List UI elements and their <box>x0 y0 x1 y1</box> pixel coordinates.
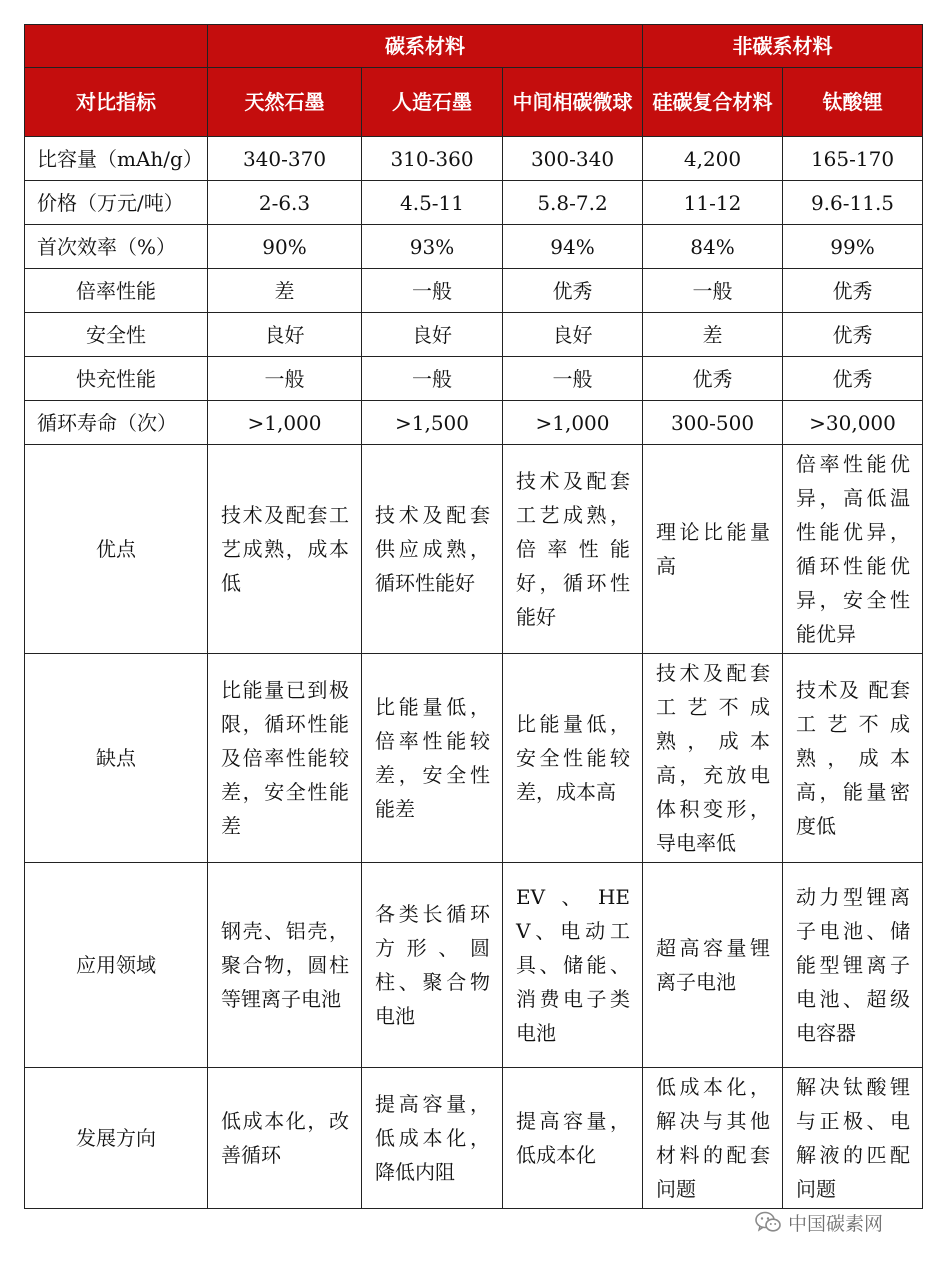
cell-silicon-carbon: 84% <box>643 225 783 269</box>
cell-lithium-titanate: 优秀 <box>783 357 923 401</box>
cell-artificial-graphite: 良好 <box>362 313 503 357</box>
cell-artificial-graphite: 一般 <box>362 357 503 401</box>
table-row <box>25 445 923 654</box>
cell-silicon-carbon: 一般 <box>643 269 783 313</box>
cell-artificial-graphite: 310-360 <box>362 137 503 181</box>
cell-artificial-graphite: 93% <box>362 225 503 269</box>
metric-label: 比容量（mAh/g） <box>25 137 208 181</box>
cell-artificial-graphite: >1,500 <box>362 401 503 445</box>
cell-lithium-titanate: >30,000 <box>783 401 923 445</box>
cell-artificial-graphite: 4.5-11 <box>362 181 503 225</box>
metric-label: 循环寿命（次） <box>25 401 208 445</box>
header-corner-cell <box>25 25 208 68</box>
cell-lithium-titanate: 165-170 <box>783 137 923 181</box>
metric-label: 首次效率（%） <box>25 225 208 269</box>
metric-label: 发展方向 <box>25 1068 208 1209</box>
cell-silicon-carbon: 300-500 <box>643 401 783 445</box>
cell-natural-graphite: >1,000 <box>208 401 362 445</box>
cell-lithium-titanate: 优秀 <box>783 269 923 313</box>
cell-mesocarbon-microbeads: >1,000 <box>503 401 643 445</box>
cell-lithium-titanate: 9.6-11.5 <box>783 181 923 225</box>
cell-silicon-carbon: 4,200 <box>643 137 783 181</box>
table-row <box>25 654 923 863</box>
table-row <box>25 137 923 181</box>
cell-natural-graphite: 一般 <box>208 357 362 401</box>
cell-mesocarbon-microbeads: 提高容量，低成本化 <box>503 1068 643 1209</box>
cell-silicon-carbon: 技术及配套工艺不成熟，成本高，充放电体积变形，导电率低 <box>643 654 783 863</box>
metric-label: 缺点 <box>25 654 208 863</box>
cell-mesocarbon-microbeads: 5.8-7.2 <box>503 181 643 225</box>
cell-silicon-carbon: 优秀 <box>643 357 783 401</box>
metric-label: 应用领域 <box>25 863 208 1068</box>
cell-artificial-graphite: 各类长循环方形、圆柱、聚合物电池 <box>362 863 503 1068</box>
cell-natural-graphite: 技术及配套工艺成熟，成本低 <box>208 445 362 654</box>
cell-natural-graphite: 低成本化，改善循环 <box>208 1068 362 1209</box>
cell-lithium-titanate: 优秀 <box>783 313 923 357</box>
group-header-carbon: 碳系材料 <box>208 25 643 68</box>
cell-natural-graphite: 钢壳、铝壳，聚合物，圆柱等锂离子电池 <box>208 863 362 1068</box>
metric-label: 安全性 <box>25 313 208 357</box>
cell-silicon-carbon: 11-12 <box>643 181 783 225</box>
cell-natural-graphite: 良好 <box>208 313 362 357</box>
cell-silicon-carbon: 理论比能量高 <box>643 445 783 654</box>
cell-mesocarbon-microbeads: 94% <box>503 225 643 269</box>
table-row <box>25 181 923 225</box>
cell-mesocarbon-microbeads: 优秀 <box>503 269 643 313</box>
cell-natural-graphite: 340-370 <box>208 137 362 181</box>
cell-mesocarbon-microbeads: EV、HEV、电动工具、储能、消费电子类电池 <box>503 863 643 1068</box>
column-header-mesocarbon-microbeads: 中间相碳微球 <box>503 68 643 137</box>
cell-natural-graphite: 90% <box>208 225 362 269</box>
cell-mesocarbon-microbeads: 比能量低，安全性能较差，成本高 <box>503 654 643 863</box>
column-header-artificial-graphite: 人造石墨 <box>362 68 503 137</box>
cell-lithium-titanate: 技术及 配套工艺不成熟，成本高，能量密度低 <box>783 654 923 863</box>
column-header-lithium-titanate: 钛酸锂 <box>783 68 923 137</box>
cell-mesocarbon-microbeads: 300-340 <box>503 137 643 181</box>
cell-natural-graphite: 2-6.3 <box>208 181 362 225</box>
table-row <box>25 225 923 269</box>
comparison-table-wrapper <box>24 24 922 1209</box>
column-header-row <box>25 68 923 137</box>
cell-artificial-graphite: 比能量低，倍率性能较差，安全性能差 <box>362 654 503 863</box>
cell-lithium-titanate: 倍率性能优异，高低温性能优异，循环性能优异，安全性能优异 <box>783 445 923 654</box>
column-header-metric: 对比指标 <box>25 68 208 137</box>
watermark-text: 中国碳素网 <box>788 1212 884 1235</box>
column-header-silicon-carbon: 硅碳复合材料 <box>643 68 783 137</box>
column-header-natural-graphite: 天然石墨 <box>208 68 362 137</box>
cell-artificial-graphite: 技术及配套供应成熟，循环性能好 <box>362 445 503 654</box>
metric-label: 价格（万元/吨） <box>25 181 208 225</box>
metric-label: 倍率性能 <box>25 269 208 313</box>
cell-lithium-titanate: 99% <box>783 225 923 269</box>
table-row <box>25 357 923 401</box>
cell-mesocarbon-microbeads: 良好 <box>503 313 643 357</box>
table-row <box>25 269 923 313</box>
anode-material-comparison-table <box>24 24 923 1209</box>
cell-silicon-carbon: 低成本化，解决与其他材料的配套问题 <box>643 1068 783 1209</box>
cell-natural-graphite: 差 <box>208 269 362 313</box>
metric-label: 快充性能 <box>25 357 208 401</box>
table-row <box>25 863 923 1068</box>
cell-lithium-titanate: 解决钛酸锂与正极、电解液的匹配问题 <box>783 1068 923 1209</box>
table-row <box>25 401 923 445</box>
cell-natural-graphite: 比能量已到极限，循环性能及倍率性能较差，安全性能差 <box>208 654 362 863</box>
cell-mesocarbon-microbeads: 技术及配套工艺成熟，倍率性能好，循环性能好 <box>503 445 643 654</box>
table-row <box>25 1068 923 1209</box>
table-row <box>25 313 923 357</box>
cell-lithium-titanate: 动力型锂离子电池、储能型锂离子电池、超级电容器 <box>783 863 923 1068</box>
cell-silicon-carbon: 超高容量锂离子电池 <box>643 863 783 1068</box>
cell-silicon-carbon: 差 <box>643 313 783 357</box>
group-header-row <box>25 25 923 68</box>
watermark <box>755 1207 883 1237</box>
group-header-non-carbon: 非碳系材料 <box>643 25 923 68</box>
metric-label: 优点 <box>25 445 208 654</box>
cell-artificial-graphite: 一般 <box>362 269 503 313</box>
wechat-icon <box>755 1211 781 1233</box>
cell-artificial-graphite: 提高容量，低成本化，降低内阻 <box>362 1068 503 1209</box>
cell-mesocarbon-microbeads: 一般 <box>503 357 643 401</box>
